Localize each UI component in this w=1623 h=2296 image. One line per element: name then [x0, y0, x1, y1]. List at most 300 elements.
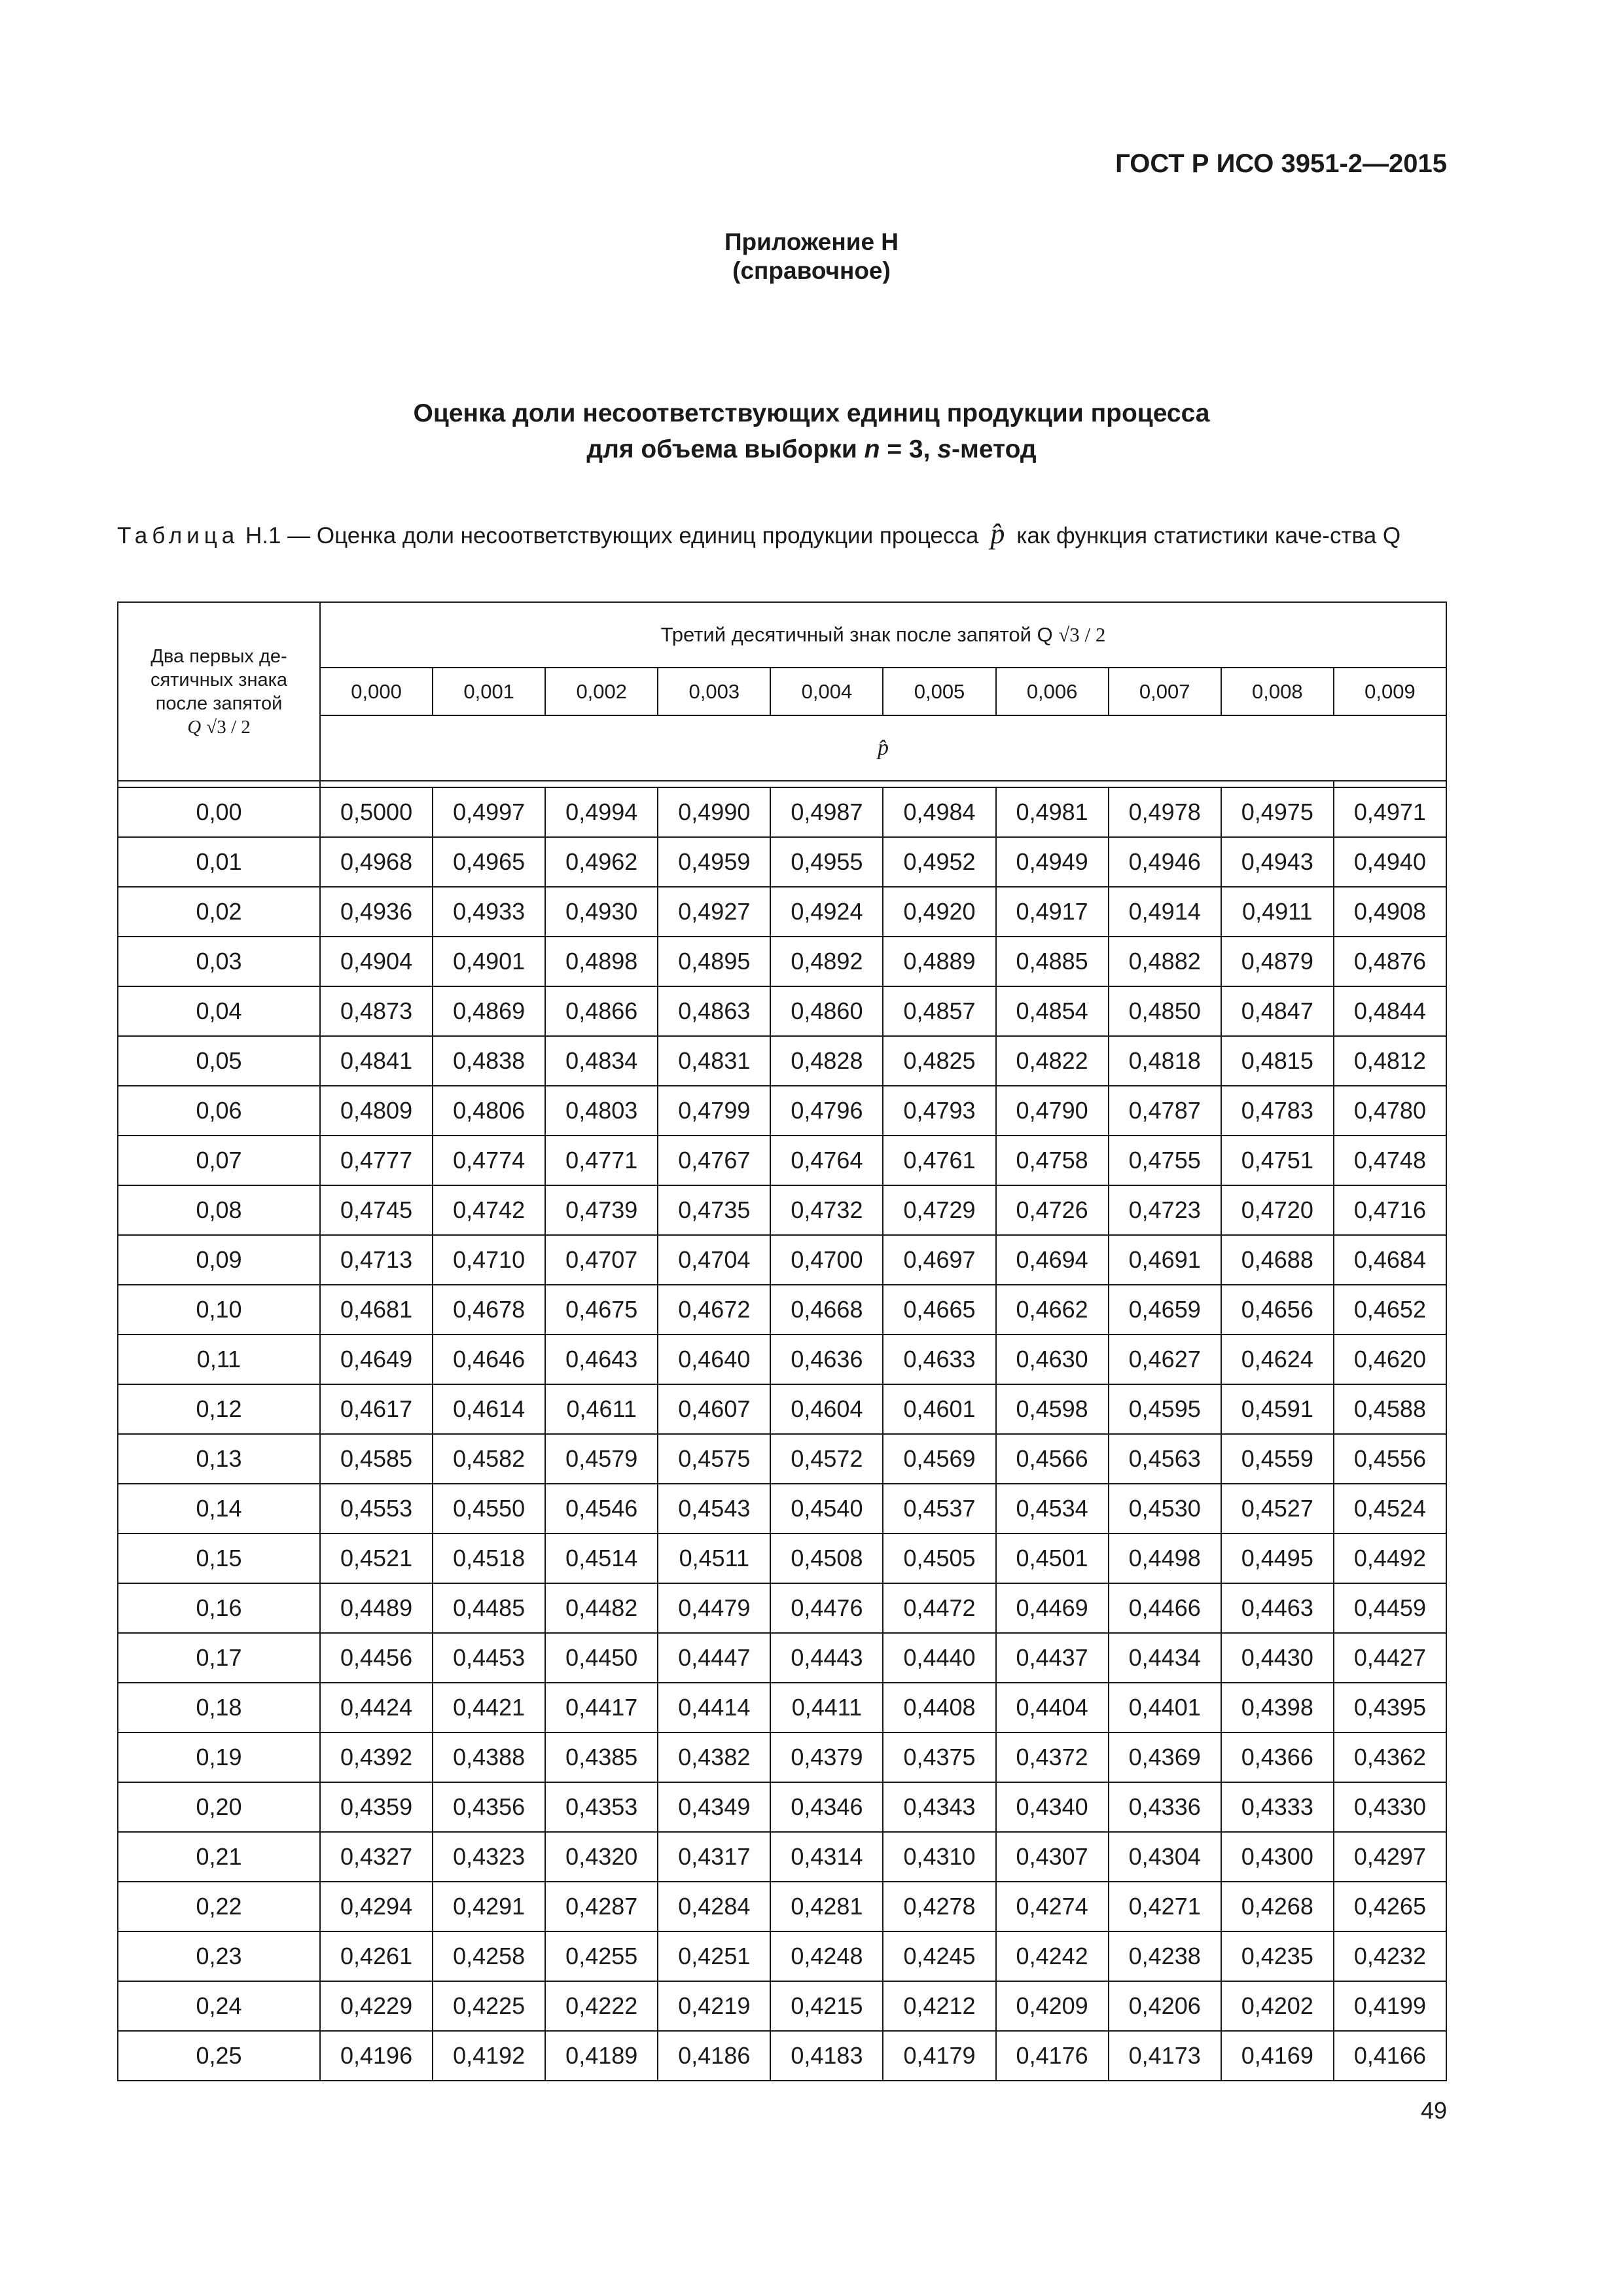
value-cell: 0,4369 — [1109, 1732, 1221, 1782]
value-cell: 0,4713 — [320, 1235, 433, 1285]
row-header-line-3: после запятой — [155, 692, 283, 714]
value-cell: 0,4225 — [433, 1981, 545, 2031]
row-label-cell: 0,12 — [118, 1384, 320, 1434]
value-cell: 0,4624 — [1221, 1335, 1334, 1384]
p-hat-header: p̂ — [320, 715, 1446, 781]
annex-subtitle: (справочное) — [732, 257, 891, 284]
value-cell: 0,4876 — [1334, 937, 1446, 986]
value-cell: 0,4946 — [1109, 837, 1221, 887]
value-cell: 0,4440 — [883, 1633, 995, 1683]
table-row — [118, 1335, 1446, 1384]
value-cell: 0,4330 — [1334, 1782, 1446, 1832]
value-cell: 0,4546 — [545, 1484, 658, 1534]
row-label-cell: 0,07 — [118, 1136, 320, 1185]
value-cell: 0,4242 — [996, 1931, 1109, 1981]
value-cell: 0,4222 — [545, 1981, 658, 2031]
value-cell: 0,4362 — [1334, 1732, 1446, 1782]
value-cell: 0,4656 — [1221, 1285, 1334, 1335]
value-cell: 0,4489 — [320, 1583, 433, 1633]
table-row — [118, 1683, 1446, 1732]
value-cell: 0,4511 — [658, 1534, 770, 1583]
title-s: s — [937, 435, 952, 463]
value-cell: 0,4297 — [1334, 1832, 1446, 1882]
value-cell: 0,4553 — [320, 1484, 433, 1534]
value-cell: 0,4774 — [433, 1136, 545, 1185]
value-cell: 0,4700 — [770, 1235, 883, 1285]
value-cell: 0,4485 — [433, 1583, 545, 1633]
value-cell: 0,4379 — [770, 1732, 883, 1782]
value-cell: 0,4790 — [996, 1086, 1109, 1136]
value-cell: 0,4466 — [1109, 1583, 1221, 1633]
value-cell: 0,4879 — [1221, 937, 1334, 986]
table-row — [118, 1185, 1446, 1235]
table-row — [118, 837, 1446, 887]
value-cell: 0,4997 — [433, 787, 545, 837]
value-cell: 0,4382 — [658, 1732, 770, 1782]
value-cell: 0,4649 — [320, 1335, 433, 1384]
value-cell: 0,4388 — [433, 1732, 545, 1782]
value-cell: 0,4443 — [770, 1633, 883, 1683]
value-cell: 0,4739 — [545, 1185, 658, 1235]
value-cell: 0,4847 — [1221, 986, 1334, 1036]
value-cell: 0,4978 — [1109, 787, 1221, 837]
row-label-cell: 0,25 — [118, 2031, 320, 2081]
value-cell: 0,4179 — [883, 2031, 995, 2081]
value-cell: 0,4895 — [658, 937, 770, 986]
value-cell: 0,4681 — [320, 1285, 433, 1335]
value-cell: 0,4984 — [883, 787, 995, 837]
value-cell: 0,4850 — [1109, 986, 1221, 1036]
column-header: 0,003 — [658, 668, 770, 715]
value-cell: 0,4459 — [1334, 1583, 1446, 1633]
title-line-2-mid: = 3, — [880, 435, 938, 463]
value-cell: 0,4518 — [433, 1534, 545, 1583]
value-cell: 0,4665 — [883, 1285, 995, 1335]
value-cell: 0,4591 — [1221, 1384, 1334, 1434]
value-cell: 0,4476 — [770, 1583, 883, 1633]
caption-p-hat: p̂ — [990, 518, 1005, 550]
column-header: 0,007 — [1109, 668, 1221, 715]
value-cell: 0,4340 — [996, 1782, 1109, 1832]
column-header: 0,009 — [1334, 668, 1446, 715]
value-cell: 0,4521 — [320, 1534, 433, 1583]
table-row — [118, 1036, 1446, 1086]
value-cell: 0,4463 — [1221, 1583, 1334, 1633]
value-cell: 0,4314 — [770, 1832, 883, 1882]
value-cell: 0,4643 — [545, 1335, 658, 1384]
row-label-cell: 0,02 — [118, 887, 320, 937]
value-cell: 0,4186 — [658, 2031, 770, 2081]
value-cell: 0,4287 — [545, 1882, 658, 1931]
value-cell: 0,4691 — [1109, 1235, 1221, 1285]
value-cell: 0,4411 — [770, 1683, 883, 1732]
value-cell: 0,4627 — [1109, 1335, 1221, 1384]
value-cell: 0,4401 — [1109, 1683, 1221, 1732]
value-cell: 0,4630 — [996, 1335, 1109, 1384]
value-cell: 0,4375 — [883, 1732, 995, 1782]
table-row — [118, 1583, 1446, 1633]
value-cell: 0,4908 — [1334, 887, 1446, 937]
value-cell: 0,4421 — [433, 1683, 545, 1732]
value-cell: 0,4917 — [996, 887, 1109, 937]
value-cell: 0,4215 — [770, 1981, 883, 2031]
value-cell: 0,4366 — [1221, 1732, 1334, 1782]
value-cell: 0,4469 — [996, 1583, 1109, 1633]
value-cell: 0,4192 — [433, 2031, 545, 2081]
value-cell: 0,4952 — [883, 837, 995, 887]
table-row — [118, 1931, 1446, 1981]
sqrt-radicand: 3 — [217, 716, 226, 738]
value-cell: 0,4395 — [1334, 1683, 1446, 1732]
value-cell: 0,4310 — [883, 1832, 995, 1882]
row-label-cell: 0,00 — [118, 787, 320, 837]
value-cell: 0,4646 — [433, 1335, 545, 1384]
annex-heading — [0, 228, 1623, 285]
value-cell: 0,4828 — [770, 1036, 883, 1086]
value-cell: 0,4251 — [658, 1931, 770, 1981]
row-label-cell: 0,03 — [118, 937, 320, 986]
table-row — [118, 787, 1446, 837]
value-cell: 0,4662 — [996, 1285, 1109, 1335]
value-cell: 0,4611 — [545, 1384, 658, 1434]
value-cell: 0,4873 — [320, 986, 433, 1036]
value-cell: 0,4336 — [1109, 1782, 1221, 1832]
table-row — [118, 1086, 1446, 1136]
value-cell: 0,4349 — [658, 1782, 770, 1832]
value-cell: 0,4265 — [1334, 1882, 1446, 1931]
value-cell: 0,4482 — [545, 1583, 658, 1633]
value-cell: 0,4990 — [658, 787, 770, 837]
value-cell: 0,4882 — [1109, 937, 1221, 986]
value-cell: 0,4793 — [883, 1086, 995, 1136]
title-line-1: Оценка доли несоответствующих единиц продукции процесса — [413, 399, 1210, 427]
title-n: n — [864, 435, 880, 463]
value-cell: 0,4898 — [545, 937, 658, 986]
value-cell: 0,4968 — [320, 837, 433, 887]
value-cell: 0,4294 — [320, 1882, 433, 1931]
value-cell: 0,4229 — [320, 1981, 433, 2031]
value-cell: 0,4453 — [433, 1633, 545, 1683]
value-cell: 0,4672 — [658, 1285, 770, 1335]
value-cell: 0,4838 — [433, 1036, 545, 1086]
row-header-q: Q — [187, 716, 202, 738]
value-cell: 0,4678 — [433, 1285, 545, 1335]
value-cell: 0,4235 — [1221, 1931, 1334, 1981]
document-title — [0, 395, 1623, 467]
value-cell: 0,4343 — [883, 1782, 995, 1832]
value-cell: 0,4434 — [1109, 1633, 1221, 1683]
value-cell: 0,4219 — [658, 1981, 770, 2031]
formula-divisor: / 2 — [226, 716, 251, 738]
row-label-cell: 0,13 — [118, 1434, 320, 1484]
formula-divisor: / 2 — [1079, 623, 1106, 646]
value-cell: 0,4707 — [545, 1235, 658, 1285]
value-cell: 0,4304 — [1109, 1832, 1221, 1882]
value-cell: 0,4684 — [1334, 1235, 1446, 1285]
value-cell: 0,4427 — [1334, 1633, 1446, 1683]
value-cell: 0,4704 — [658, 1235, 770, 1285]
value-cell: 0,4767 — [658, 1136, 770, 1185]
value-cell: 0,4633 — [883, 1335, 995, 1384]
value-cell: 0,4834 — [545, 1036, 658, 1086]
row-label-cell: 0,04 — [118, 986, 320, 1036]
value-cell: 0,4258 — [433, 1931, 545, 1981]
value-cell: 0,4764 — [770, 1136, 883, 1185]
value-cell: 0,4818 — [1109, 1036, 1221, 1086]
value-cell: 0,4176 — [996, 2031, 1109, 2081]
caption-text-2: как функция статистики каче-ства Q — [1016, 523, 1401, 548]
value-cell: 0,4199 — [1334, 1981, 1446, 2031]
value-cell: 0,4456 — [320, 1633, 433, 1683]
value-cell: 0,4614 — [433, 1384, 545, 1434]
value-cell: 0,4844 — [1334, 986, 1446, 1036]
column-header: 0,002 — [545, 668, 658, 715]
value-cell: 0,4268 — [1221, 1882, 1334, 1931]
value-cell: 0,4799 — [658, 1086, 770, 1136]
sqrt-radicand: 3 — [1069, 623, 1080, 646]
separator-cell — [118, 781, 320, 787]
value-cell: 0,4404 — [996, 1683, 1109, 1732]
row-header-cell — [118, 602, 320, 781]
value-cell: 0,4189 — [545, 2031, 658, 2081]
value-cell: 0,4534 — [996, 1484, 1109, 1534]
value-cell: 0,4620 — [1334, 1335, 1446, 1384]
value-cell: 0,4975 — [1221, 787, 1334, 837]
column-header: 0,008 — [1221, 668, 1334, 715]
value-cell: 0,4959 — [658, 837, 770, 887]
value-cell: 0,4317 — [658, 1832, 770, 1882]
value-cell: 0,4904 — [320, 937, 433, 986]
row-header-formula — [118, 715, 319, 739]
row-label-cell: 0,19 — [118, 1732, 320, 1782]
value-cell: 0,4780 — [1334, 1086, 1446, 1136]
value-cell: 0,4758 — [996, 1136, 1109, 1185]
value-cell: 0,4327 — [320, 1832, 433, 1882]
value-cell: 0,4166 — [1334, 2031, 1446, 2081]
row-label-cell: 0,24 — [118, 1981, 320, 2031]
value-cell: 0,4652 — [1334, 1285, 1446, 1335]
table-row — [118, 1235, 1446, 1285]
value-cell: 0,4854 — [996, 986, 1109, 1036]
value-cell: 0,4537 — [883, 1484, 995, 1534]
value-cell: 0,4579 — [545, 1434, 658, 1484]
value-cell: 0,4505 — [883, 1534, 995, 1583]
row-label-cell: 0,08 — [118, 1185, 320, 1235]
table-row — [118, 986, 1446, 1036]
value-cell: 0,4809 — [320, 1086, 433, 1136]
title-line-2-post: -метод — [952, 435, 1037, 463]
value-cell: 0,4933 — [433, 887, 545, 937]
value-cell: 0,4729 — [883, 1185, 995, 1235]
row-label-cell: 0,10 — [118, 1285, 320, 1335]
value-cell: 0,4372 — [996, 1732, 1109, 1782]
value-cell: 0,4857 — [883, 986, 995, 1036]
value-cell: 0,4385 — [545, 1732, 658, 1782]
value-cell: 0,4430 — [1221, 1633, 1334, 1683]
value-cell: 0,4831 — [658, 1036, 770, 1086]
value-cell: 0,4822 — [996, 1036, 1109, 1086]
row-label-cell: 0,14 — [118, 1484, 320, 1534]
row-header-line-2: сятичных знака — [150, 669, 288, 691]
value-cell: 0,4927 — [658, 887, 770, 937]
row-label-cell: 0,09 — [118, 1235, 320, 1285]
value-cell: 0,4569 — [883, 1434, 995, 1484]
value-cell: 0,4936 — [320, 887, 433, 937]
value-cell: 0,4530 — [1109, 1484, 1221, 1534]
value-cell: 0,4353 — [545, 1782, 658, 1832]
caption-text-1: Н.1 — Оценка доли несоответствующих единиц продукции процесса — [239, 523, 979, 548]
value-cell: 0,4716 — [1334, 1185, 1446, 1235]
value-cell: 0,4284 — [658, 1882, 770, 1931]
separator-cell — [1334, 781, 1446, 787]
value-cell: 0,4245 — [883, 1931, 995, 1981]
value-cell: 0,4955 — [770, 837, 883, 887]
value-cell: 0,4761 — [883, 1136, 995, 1185]
value-cell: 0,4501 — [996, 1534, 1109, 1583]
value-cell: 0,4812 — [1334, 1036, 1446, 1086]
value-cell: 0,4720 — [1221, 1185, 1334, 1235]
value-cell: 0,4869 — [433, 986, 545, 1036]
value-cell: 0,4356 — [433, 1782, 545, 1832]
value-cell: 0,4572 — [770, 1434, 883, 1484]
value-cell: 0,4595 — [1109, 1384, 1221, 1434]
value-cell: 0,4598 — [996, 1384, 1109, 1434]
value-cell: 0,4559 — [1221, 1434, 1334, 1484]
value-cell: 0,4414 — [658, 1683, 770, 1732]
value-cell: 0,4424 — [320, 1683, 433, 1732]
value-cell: 0,4911 — [1221, 887, 1334, 937]
row-label-cell: 0,15 — [118, 1534, 320, 1583]
value-cell: 0,4617 — [320, 1384, 433, 1434]
value-cell: 0,4803 — [545, 1086, 658, 1136]
value-cell: 0,4949 — [996, 837, 1109, 887]
value-cell: 0,4320 — [545, 1832, 658, 1882]
value-cell: 0,4726 — [996, 1185, 1109, 1235]
value-cell: 0,4924 — [770, 887, 883, 937]
value-cell: 0,4971 — [1334, 787, 1446, 837]
value-cell: 0,4450 — [545, 1633, 658, 1683]
value-cell: 0,4755 — [1109, 1136, 1221, 1185]
value-cell: 0,4841 — [320, 1036, 433, 1086]
value-cell: 0,4209 — [996, 1981, 1109, 2031]
value-cell: 0,4783 — [1221, 1086, 1334, 1136]
value-cell: 0,4694 — [996, 1235, 1109, 1285]
table-body — [118, 787, 1446, 2081]
table-row — [118, 1882, 1446, 1931]
value-cell: 0,4498 — [1109, 1534, 1221, 1583]
row-label-cell: 0,17 — [118, 1633, 320, 1683]
value-cell: 0,4901 — [433, 937, 545, 986]
value-cell: 0,4940 — [1334, 837, 1446, 887]
value-cell: 0,4697 — [883, 1235, 995, 1285]
separator-cell — [320, 781, 1334, 787]
table-row — [118, 1484, 1446, 1534]
value-cell: 0,4212 — [883, 1981, 995, 2031]
value-cell: 0,4885 — [996, 937, 1109, 986]
value-cell: 0,4588 — [1334, 1384, 1446, 1434]
value-cell: 0,4889 — [883, 937, 995, 986]
value-cell: 0,4238 — [1109, 1931, 1221, 1981]
value-cell: 0,4962 — [545, 837, 658, 887]
row-label-cell: 0,11 — [118, 1335, 320, 1384]
value-cell: 0,4771 — [545, 1136, 658, 1185]
value-cell: 0,4892 — [770, 937, 883, 986]
value-cell: 0,4271 — [1109, 1882, 1221, 1931]
column-header: 0,004 — [770, 668, 883, 715]
table-row — [118, 1285, 1446, 1335]
value-cell: 0,4607 — [658, 1384, 770, 1434]
table-row — [118, 1732, 1446, 1782]
estimate-table — [117, 601, 1447, 2081]
value-cell: 0,4417 — [545, 1683, 658, 1732]
value-cell: 0,4582 — [433, 1434, 545, 1484]
value-cell: 0,4742 — [433, 1185, 545, 1235]
value-cell: 0,4710 — [433, 1235, 545, 1285]
column-group-text: Третий десятичный знак после запятой Q — [660, 623, 1053, 646]
value-cell: 0,4636 — [770, 1335, 883, 1384]
value-cell: 0,4860 — [770, 986, 883, 1036]
value-cell: 0,4604 — [770, 1384, 883, 1434]
value-cell: 0,4640 — [658, 1335, 770, 1384]
value-cell: 0,4408 — [883, 1683, 995, 1732]
value-cell: 0,4281 — [770, 1882, 883, 1931]
row-label-cell: 0,22 — [118, 1882, 320, 1931]
value-cell: 0,4232 — [1334, 1931, 1446, 1981]
value-cell: 0,4508 — [770, 1534, 883, 1583]
value-cell: 0,4392 — [320, 1732, 433, 1782]
value-cell: 0,4745 — [320, 1185, 433, 1235]
header-separator-row — [118, 781, 1446, 787]
value-cell: 0,4863 — [658, 986, 770, 1036]
table-row — [118, 1534, 1446, 1583]
value-cell: 0,4291 — [433, 1882, 545, 1931]
column-header: 0,006 — [996, 668, 1109, 715]
value-cell: 0,4943 — [1221, 837, 1334, 887]
value-cell: 0,4479 — [658, 1583, 770, 1633]
value-cell: 0,4723 — [1109, 1185, 1221, 1235]
value-cell: 0,4437 — [996, 1633, 1109, 1683]
value-cell: 0,4675 — [545, 1285, 658, 1335]
value-cell: 0,4323 — [433, 1832, 545, 1882]
value-cell: 0,4796 — [770, 1086, 883, 1136]
table-row — [118, 1782, 1446, 1832]
value-cell: 0,4278 — [883, 1882, 995, 1931]
value-cell: 0,4447 — [658, 1633, 770, 1683]
value-cell: 0,4751 — [1221, 1136, 1334, 1185]
table-row — [118, 887, 1446, 937]
value-cell: 0,4492 — [1334, 1534, 1446, 1583]
value-cell: 0,4994 — [545, 787, 658, 837]
table-row — [118, 2031, 1446, 2081]
value-cell: 0,4965 — [433, 837, 545, 887]
value-cell: 0,4514 — [545, 1534, 658, 1583]
value-cell: 0,4300 — [1221, 1832, 1334, 1882]
value-cell: 0,4575 — [658, 1434, 770, 1484]
sqrt-symbol: √ — [206, 716, 217, 738]
column-header: 0,001 — [433, 668, 545, 715]
sqrt-symbol: √ — [1058, 623, 1070, 646]
column-header: 0,000 — [320, 668, 433, 715]
value-cell: 0,4563 — [1109, 1434, 1221, 1484]
table-row — [118, 1981, 1446, 2031]
value-cell: 0,4206 — [1109, 1981, 1221, 2031]
row-label-cell: 0,21 — [118, 1832, 320, 1882]
value-cell: 0,4566 — [996, 1434, 1109, 1484]
value-cell: 0,4920 — [883, 887, 995, 937]
value-cell: 0,4866 — [545, 986, 658, 1036]
value-cell: 0,4668 — [770, 1285, 883, 1335]
value-cell: 0,4787 — [1109, 1086, 1221, 1136]
